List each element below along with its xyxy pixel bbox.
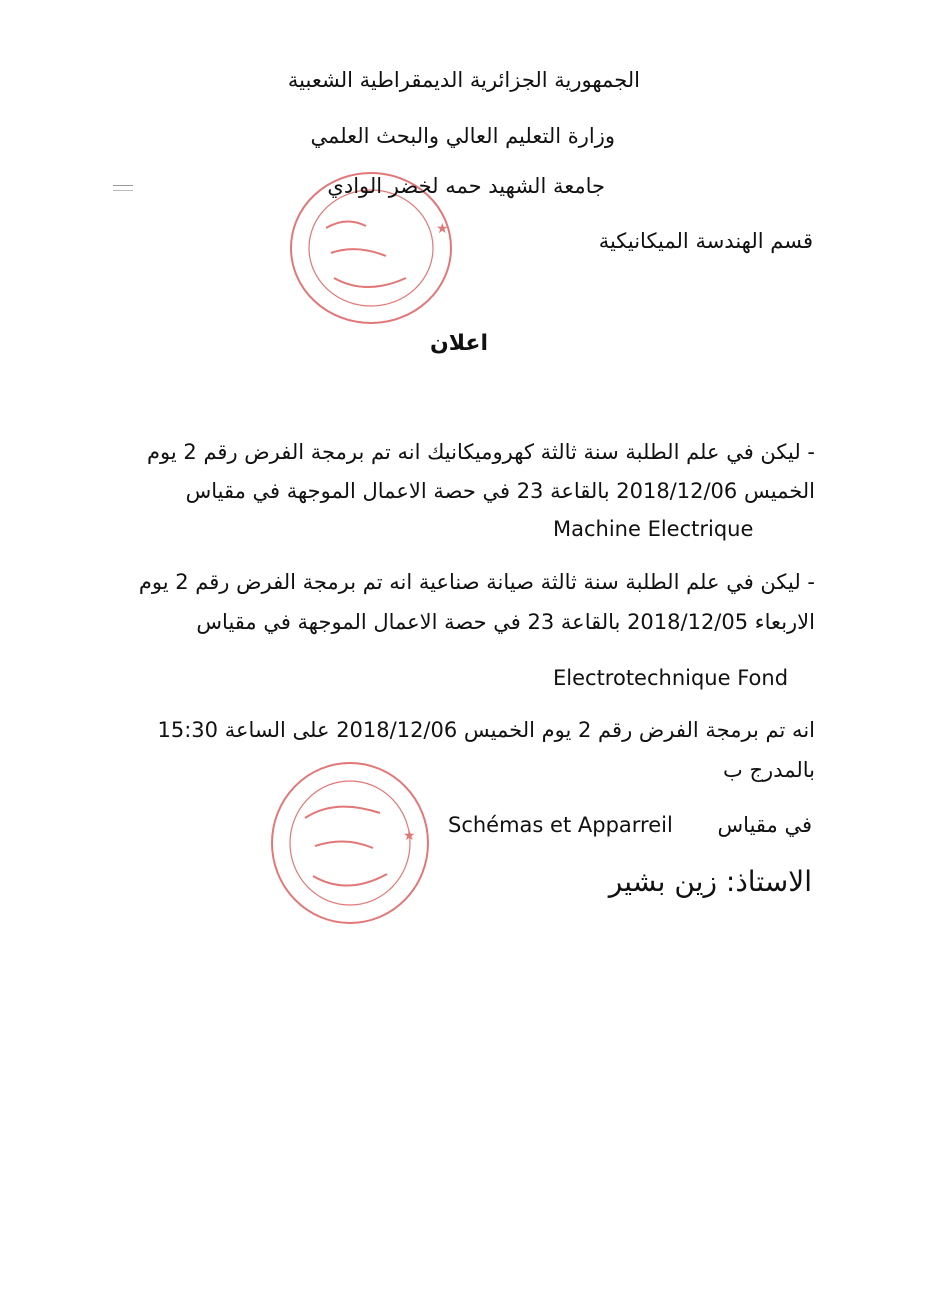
page-title: اعلان [429,331,488,356]
announcement-1-line-1: - ليكن في علم الطلبة سنة ثالثة كهروميكانيك انه تم برمجة الفرض رقم 2 يوم [147,440,815,464]
ministry-name: وزارة التعليم العالي والبحث العلمي [310,124,615,148]
announcement-3-line-1: انه تم برمجة الفرض رقم 2 يوم الخميس 2018/12/06 على الساعة 15:30 [157,718,815,742]
department-name: قسم الهندسة الميكانيكية [598,229,813,253]
announcement-3-module: Schémas et Apparreil [448,813,673,837]
country-name: الجمهورية الجزائرية الديمقراطية الشعبية [287,68,640,92]
announcement-1-module: Machine Electrique [553,517,754,541]
announcement-2-line-2: الاربعاء 2018/12/05 بالقاعة 23 في حصة الاعمال الموجهة في مقياس [196,610,815,634]
svg-text:★: ★ [403,828,416,844]
scan-mark [113,185,133,191]
module-label: في مقياس [717,813,812,837]
official-stamp-bottom [265,758,435,928]
announcement-2-module: Electrotechnique Fond [553,666,789,690]
university-name: جامعة الشهيد حمه لخضر الوادي [327,174,605,198]
announcement-3-line-2: بالمدرج ب [723,758,815,782]
professor-signature: الاستاذ: زين بشير [608,865,812,898]
svg-text:★: ★ [436,221,449,237]
announcement-1-line-2: الخميس 2018/12/06 بالقاعة 23 في حصة الاعمال الموجهة في مقياس [185,479,815,503]
announcement-2-line-1: - ليكن في علم الطلبة سنة ثالثة صيانة صناعية انه تم برمجة الفرض رقم 2 يوم [138,570,815,594]
